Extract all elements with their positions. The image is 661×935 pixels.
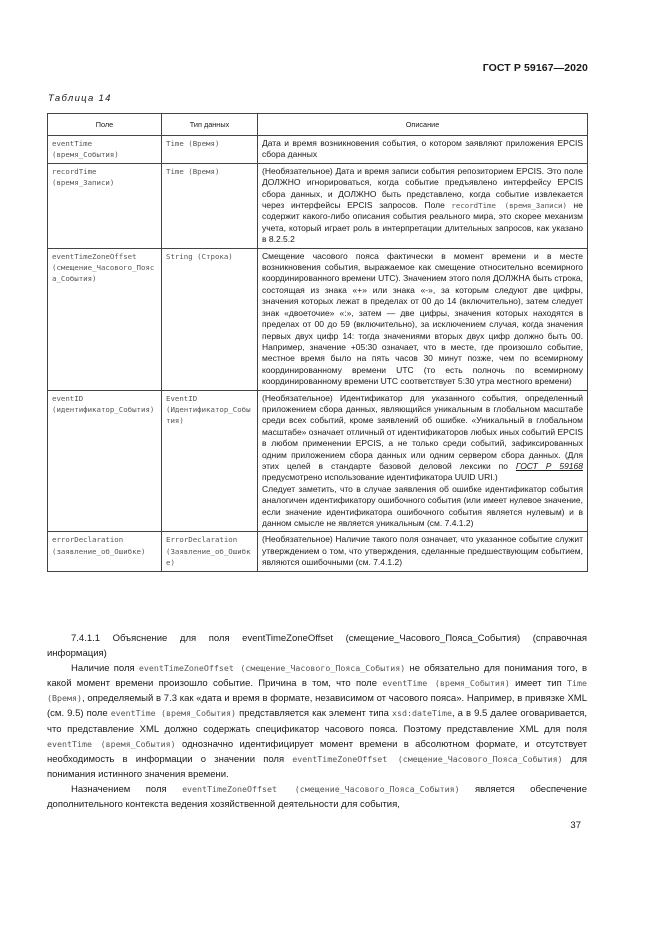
table-caption: Таблица 14	[48, 93, 112, 104]
paragraph-text: для понимания истинного значения времени.	[47, 753, 588, 780]
paragraph-text: не обязательно для понимания того, в какой момент времени произошло событие. Причина в том, что поле	[47, 663, 587, 690]
document-header: ГОСТ Р 59167—2020	[482, 62, 588, 74]
table-row	[48, 390, 588, 532]
fields-table	[47, 113, 588, 572]
paragraph-text: однозначно идентифицирует момент времени в абсолютном формате, и отсутствует необходимость в информации о значении поля	[47, 738, 588, 765]
inline-code: eventTime (время_События)	[110, 708, 236, 719]
section-heading: 7.4.1.1 Объяснение для поля eventTimeZoneOffset (смещение_Часового_Пояса_События) (справочная информация)	[47, 633, 587, 660]
column-header-field: Поле	[48, 114, 162, 136]
table-row	[48, 136, 588, 164]
table-header-row	[48, 114, 588, 136]
data-type-cell: Time (Время)	[162, 136, 258, 164]
field-name-cell: recordTime (время_Записи)	[48, 163, 162, 248]
description-cell: Смещение часового пояса фактически в момент времени и в месте возникновения события, выражаемое как смещение относительно всемирного координированного времени UTC). Значением этого поля ДОЛЖНА быть строка, состоящая из знака «+» или знака «-», за которым следуют две цифры, значения которых лежат в пределах от 00 до 14 (включительно), затем следует знак «двоеточие» «:», затем — две цифры, значения которых находятся в пределах от 00 до 59 (включительно), за исключением случая, когда значения первых двух цифр 14: тогда значениями вторых двух цифр должно быть 00. Например, значение +05:30 означает, что в месте, где произошло событие, местное время было на пять часов 30 минут позже, чем по всемирному координированному времени UTC (то есть полночь по всемирному координированному времени UTC соответствует 5:30 утра местного времени)	[258, 248, 588, 390]
inline-code: eventTimeZoneOffset (смещение_Часового_Пояса_События)	[182, 783, 460, 794]
inline-code: eventTime (время_События)	[382, 678, 510, 689]
table-row	[48, 248, 588, 390]
description-cell	[258, 163, 588, 248]
paragraph-text: представляется как элемент типа	[239, 708, 389, 720]
page-number: 37	[570, 820, 581, 831]
body-text	[47, 631, 587, 812]
data-type-cell: EventID (Идентификатор_События)	[162, 390, 258, 532]
table-row	[48, 163, 588, 248]
data-type-cell: Time (Время)	[162, 163, 258, 248]
description-paragraph	[262, 393, 583, 484]
column-header-type: Тип данных	[162, 114, 258, 136]
inline-code: xsd:dateTime	[392, 708, 452, 719]
paragraph-text: имеет тип	[515, 678, 562, 690]
standard-reference-link[interactable]: ГОСТ Р 59168	[515, 460, 583, 471]
inline-code: eventTime (время_События)	[47, 738, 176, 749]
field-name-cell: eventTime (время_События)	[48, 136, 162, 164]
description-text: (Необязательное) Дата и время записи события репозиторием EPCIS. Это поле ДОЛЖНО игнорироваться, когда событие предъявлено интерфейсу EPCIS сбора данных, и ДОЛЖНО быть представлено, когда событие извлекается через интерфейсы EPCIS запросов. Поле	[262, 165, 583, 211]
field-name-cell: errorDeclaration (заявление_об_Ошибке)	[48, 532, 162, 571]
description-paragraph: Следует заметить, что в случае заявления об ошибке идентификатор события аналогичен идентификатору ошибочного события (или имеет нулевое значение, если значение идентификатора ошибочного события является нулевым) и в данном смысле не является уникальным (см. 7.4.1.2)	[262, 483, 583, 528]
body-paragraph	[47, 661, 587, 782]
description-text: предусмотрено использование идентификатора UUID URI.)	[262, 472, 498, 483]
column-header-description: Описание	[258, 114, 588, 136]
inline-code: Time (Время)	[47, 678, 588, 704]
data-type-cell: ErrorDeclaration (Заявление_об_Ошибке)	[162, 532, 258, 571]
description-text: не содержит какого-либо описания события реального мира, это скорее механизм учета, который играет роль в интерпретации длительных запросов, как указано в 8.2.5.2	[262, 200, 583, 245]
paragraph-text: Назначением поля	[71, 783, 167, 795]
description-cell: (Необязательное) Наличие такого поля означает, что указанное событие служит утверждением о том, что утверждения, сделанные предшествующим событием, являются ошибочными (см. 7.4.1.2)	[258, 532, 588, 571]
paragraph-text: является обеспечение дополнительного контекста ведения хозяйственной деятельности для события,	[47, 783, 588, 811]
paragraph-text: , а в 9.5 далее оговаривается, что представление XML должно содержать спецификатор часового пояса. Поэтому представление XML для поля	[47, 708, 588, 735]
body-paragraph	[47, 782, 587, 812]
field-name-cell: eventTimeZoneOffset (смещение_Часового_Пояса_События)	[48, 248, 162, 390]
description-cell	[258, 390, 588, 532]
field-name-cell: eventID (идентификатор_События)	[48, 390, 162, 532]
description-text: (Необязательное) Идентификатор для указанного события, определенный приложением сбора данных, являющийся уникальным в глобальном масштабе среди всех событий, кроме заявлений об ошибке. «Уникальный в глобальном масштабе» означает отличный от идентификаторов любых иных событий EPCIS в любом применении EPCIS, а не только среди событий, зафиксированных одним приложением сбора данных или одним сервером сбора данных. (Для этих целей в стандарте базовой деловой лексики по	[262, 392, 583, 471]
description-cell: Дата и время возникновения события, о котором заявляют приложения EPCIS сбора данных	[258, 136, 588, 164]
inline-code: eventTimeZoneOffset (смещение_Часового_Пояса_События)	[292, 753, 563, 764]
table-row	[48, 532, 588, 571]
paragraph-text: , определяемый в 7.3 как «дата и время в формате, независимом от часового пояса». Например, в привязке XML (см. 9.5) поле	[47, 693, 587, 720]
inline-code: recordTime (время_Записи)	[451, 201, 567, 211]
data-type-cell: String (Строка)	[162, 248, 258, 390]
inline-code: eventTimeZoneOffset (смещение_Часового_Пояса_События)	[138, 663, 406, 674]
paragraph-text: Наличие поля	[71, 663, 135, 675]
